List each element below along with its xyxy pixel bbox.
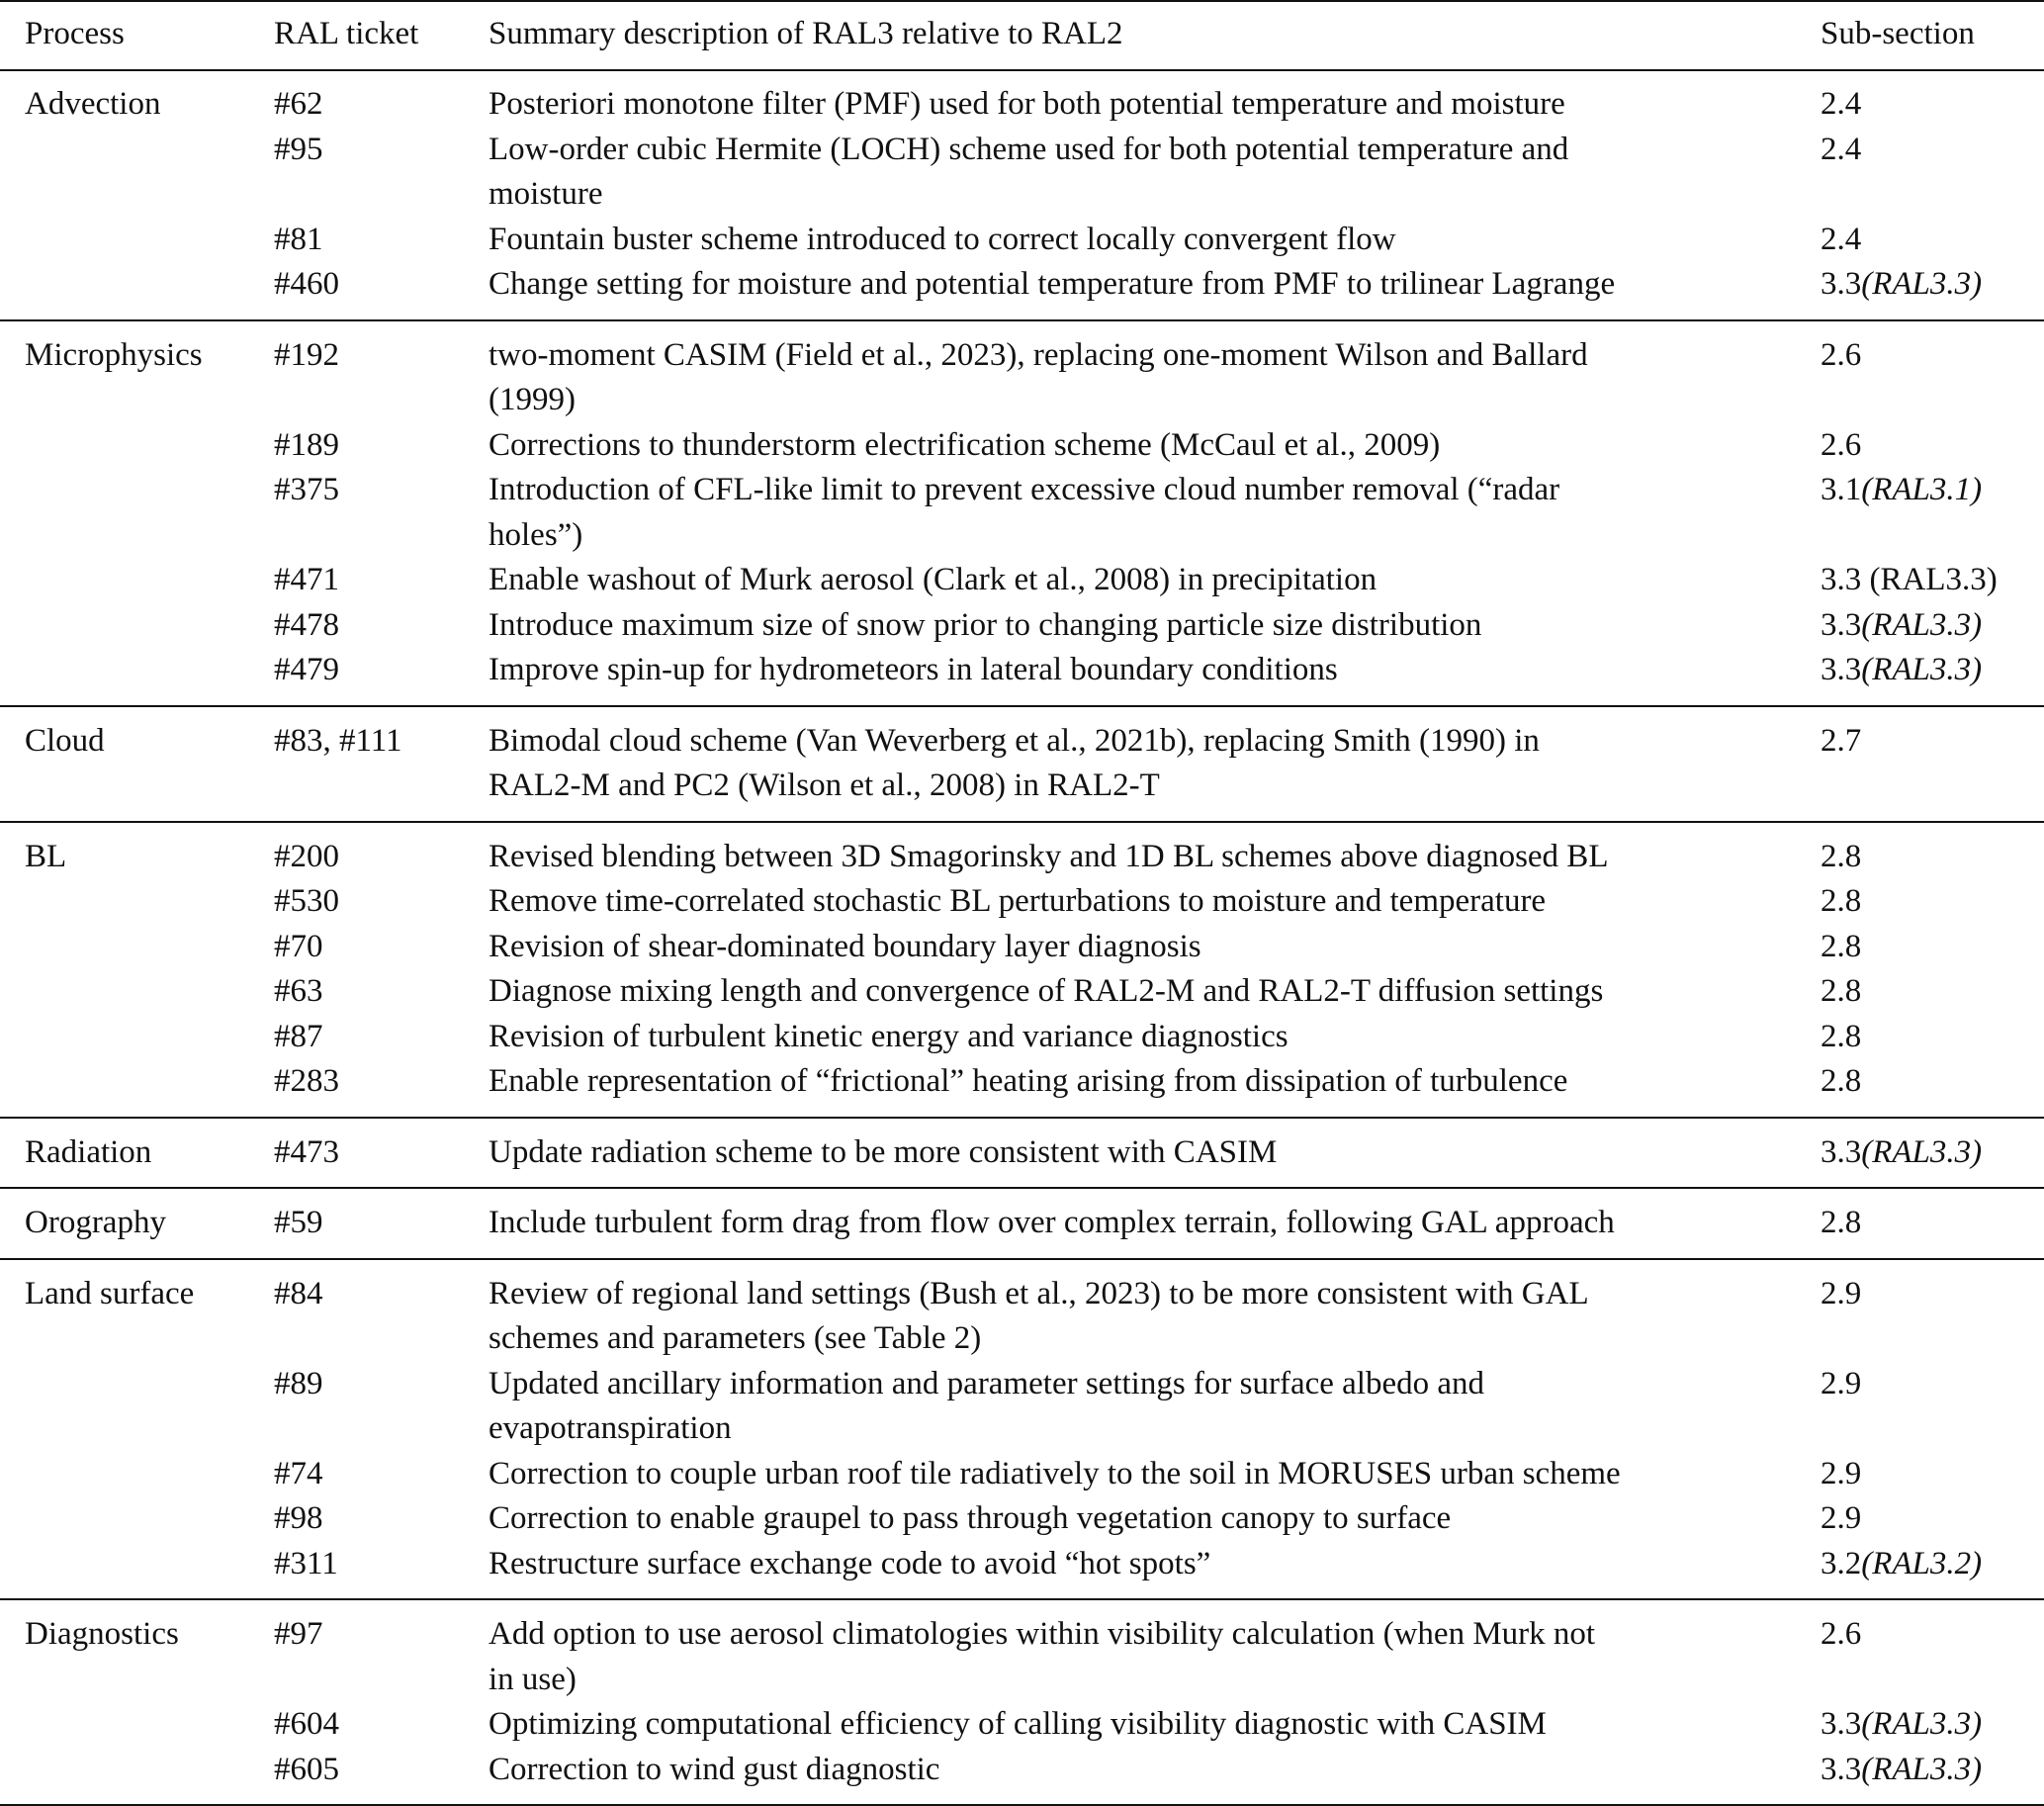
description-line: holes”) bbox=[489, 516, 583, 553]
description-line: Revision of shear-dominated boundary layer diagnosis bbox=[489, 928, 1201, 964]
description-line: Optimizing computational efficiency of calling visibility diagnostic with CASIM bbox=[489, 1706, 1547, 1742]
ticket-number: #83, #111 bbox=[274, 722, 402, 759]
subsection-ref bbox=[1821, 1130, 1982, 1175]
ticket-number: #192 bbox=[274, 336, 339, 373]
header-rule bbox=[0, 69, 2044, 71]
subsection-ref bbox=[1821, 218, 1861, 262]
description-line: Enable representation of “frictional” heating arising from dissipation of turbulence bbox=[489, 1063, 1568, 1099]
subsection-ref bbox=[1821, 835, 1861, 879]
ticket-number: #604 bbox=[274, 1706, 339, 1742]
ticket-number: #84 bbox=[274, 1275, 323, 1311]
subsection-number: 2.8 bbox=[1821, 973, 1862, 1009]
subsection-ref bbox=[1821, 82, 1861, 127]
subsection-ref bbox=[1821, 558, 1998, 602]
subsection-ref bbox=[1821, 1702, 1982, 1747]
subsection-number: 2.7 bbox=[1821, 722, 1862, 759]
description-line: Corrections to thunderstorm electrification scheme (McCaul et al., 2009) bbox=[489, 426, 1441, 463]
description-line: Correction to wind gust diagnostic bbox=[489, 1751, 940, 1787]
subsection-ref bbox=[1821, 969, 1861, 1014]
subsection-ref bbox=[1821, 648, 1982, 692]
header-description: Summary description of RAL3 relative to RAL2 bbox=[489, 16, 1123, 51]
subsection-ref bbox=[1821, 925, 1861, 969]
process-label: BL bbox=[25, 838, 67, 874]
description-line: moisture bbox=[489, 176, 603, 212]
subsection-number: 3.3 bbox=[1821, 1751, 1862, 1787]
subsection-ref bbox=[1821, 1612, 1861, 1657]
ticket-number: #70 bbox=[274, 928, 323, 964]
table-header bbox=[0, 12, 2044, 56]
subsection-number: 3.3 bbox=[1821, 1133, 1862, 1170]
group-rule bbox=[0, 1598, 2044, 1600]
subsection-ref bbox=[1821, 468, 1982, 512]
subsection-release-note: (RAL3.3) bbox=[1861, 1133, 1983, 1170]
subsection-ref bbox=[1821, 1542, 1982, 1586]
subsection-number: 2.9 bbox=[1821, 1365, 1862, 1401]
group-rule bbox=[0, 1258, 2044, 1260]
group-rule bbox=[0, 705, 2044, 707]
header-subsection: Sub-section bbox=[1821, 16, 1975, 51]
subsection-ref bbox=[1821, 1452, 1861, 1496]
subsection-ref bbox=[1821, 1201, 1861, 1245]
subsection-release-note: (RAL3.2) bbox=[1861, 1545, 1983, 1581]
subsection-number: 3.3 bbox=[1821, 606, 1862, 643]
subsection-ref bbox=[1821, 1272, 1861, 1316]
subsection-release-note: (RAL3.3) bbox=[1861, 652, 1983, 687]
subsection-release-note: (RAL3.3) bbox=[1861, 266, 1983, 302]
ticket-number: #95 bbox=[274, 131, 323, 167]
subsection-number: 2.9 bbox=[1821, 1275, 1862, 1311]
subsection-number: 2.8 bbox=[1821, 1018, 1862, 1054]
description-line: Enable washout of Murk aerosol (Clark et al., 2008) in precipitation bbox=[489, 562, 1377, 597]
subsection-number: 3.1 bbox=[1821, 472, 1862, 507]
description-line: Updated ancillary information and parameter settings for surface albedo and bbox=[489, 1365, 1485, 1401]
description-line: Diagnose mixing length and convergence of RAL2-M and RAL2-T diffusion settings bbox=[489, 973, 1604, 1009]
subsection-number: 2.6 bbox=[1821, 336, 1862, 373]
ticket-number: #62 bbox=[274, 86, 323, 122]
description-line: evapotranspiration bbox=[489, 1410, 732, 1446]
description-line: Revision of turbulent kinetic energy and variance diagnostics bbox=[489, 1018, 1289, 1054]
subsection-ref bbox=[1821, 1362, 1861, 1406]
subsection-number: 3.2 bbox=[1821, 1545, 1862, 1581]
description-line: in use) bbox=[489, 1661, 577, 1697]
description-line: RAL2-M and PC2 (Wilson et al., 2008) in RAL2-T bbox=[489, 768, 1160, 803]
group-rule bbox=[0, 1117, 2044, 1119]
ticket-number: #200 bbox=[274, 838, 339, 874]
subsection-number: 2.6 bbox=[1821, 426, 1862, 463]
group-rule bbox=[0, 319, 2044, 321]
ticket-number: #473 bbox=[274, 1133, 339, 1170]
subsection-number: 2.9 bbox=[1821, 1500, 1862, 1536]
subsection-number: 2.8 bbox=[1821, 1063, 1862, 1099]
description-line: schemes and parameters (see Table 2) bbox=[489, 1320, 982, 1356]
subsection-number: 2.4 bbox=[1821, 86, 1862, 122]
description-line: Bimodal cloud scheme (Van Weverberg et al., 2021b), replacing Smith (1990) in bbox=[489, 722, 1540, 759]
subsection-ref bbox=[1821, 262, 1982, 307]
ticket-number: #98 bbox=[274, 1500, 323, 1536]
subsection-number: 2.8 bbox=[1821, 838, 1862, 874]
description-line: Remove time-correlated stochastic BL perturbations to moisture and temperature bbox=[489, 883, 1547, 919]
subsection-number: 2.4 bbox=[1821, 221, 1862, 257]
top-rule bbox=[0, 0, 2044, 2]
subsection-number: 3.3 bbox=[1821, 266, 1862, 302]
process-label: Land surface bbox=[25, 1275, 195, 1311]
ticket-number: #311 bbox=[274, 1545, 338, 1581]
ticket-number: #283 bbox=[274, 1063, 339, 1099]
description-line: Improve spin-up for hydrometeors in lateral boundary conditions bbox=[489, 652, 1338, 687]
subsection-release-note: (RAL3.3) bbox=[1861, 1706, 1983, 1742]
process-label: Cloud bbox=[25, 722, 105, 759]
description-line: Review of regional land settings (Bush et al., 2023) to be more consistent with GAL bbox=[489, 1275, 1589, 1311]
description-line: Add option to use aerosol climatologies within visibility calculation (when Murk not bbox=[489, 1616, 1596, 1652]
ticket-number: #87 bbox=[274, 1018, 323, 1054]
ticket-number: #97 bbox=[274, 1616, 323, 1652]
description-line: Update radiation scheme to be more consistent with CASIM bbox=[489, 1133, 1278, 1170]
description-line: two-moment CASIM (Field et al., 2023), replacing one-moment Wilson and Ballard bbox=[489, 336, 1588, 373]
subsection-ref bbox=[1821, 128, 1861, 172]
subsection-ref bbox=[1821, 1015, 1861, 1059]
description-line: Fountain buster scheme introduced to correct locally convergent flow bbox=[489, 221, 1396, 257]
subsection-number: 2.4 bbox=[1821, 131, 1862, 167]
description-line: Correction to enable graupel to pass through vegetation canopy to surface bbox=[489, 1500, 1452, 1536]
description-line: Restructure surface exchange code to avoid “hot spots” bbox=[489, 1545, 1211, 1581]
ticket-number: #375 bbox=[274, 472, 339, 507]
group-rule bbox=[0, 821, 2044, 823]
ticket-number: #478 bbox=[274, 606, 339, 643]
ticket-number: #81 bbox=[274, 221, 323, 257]
ticket-number: #63 bbox=[274, 973, 323, 1009]
process-label: Microphysics bbox=[25, 336, 203, 373]
subsection-number: 3.3 bbox=[1821, 1706, 1862, 1742]
subsection-ref bbox=[1821, 1059, 1861, 1104]
ticket-number: #89 bbox=[274, 1365, 323, 1401]
subsection-number: 2.6 bbox=[1821, 1616, 1862, 1652]
subsection-ref bbox=[1821, 1496, 1861, 1541]
description-line: Correction to couple urban roof tile radiatively to the soil in MORUSES urban scheme bbox=[489, 1455, 1621, 1491]
subsection-number: 3.3 (RAL3.3) bbox=[1821, 562, 1998, 597]
group-rule bbox=[0, 1187, 2044, 1189]
description-line: Introduction of CFL-like limit to prevent excessive cloud number removal (“radar bbox=[489, 472, 1560, 507]
ticket-number: #471 bbox=[274, 562, 339, 597]
description-line: Revised blending between 3D Smagorinsky and 1D BL schemes above diagnosed BL bbox=[489, 838, 1609, 874]
process-label: Diagnostics bbox=[25, 1616, 179, 1652]
description-line: Change setting for moisture and potential temperature from PMF to trilinear Lagrange bbox=[489, 266, 1616, 302]
subsection-ref bbox=[1821, 879, 1861, 924]
ticket-number: #460 bbox=[274, 266, 339, 302]
subsection-ref bbox=[1821, 1748, 1982, 1792]
ticket-number: #74 bbox=[274, 1455, 323, 1491]
subsection-number: 2.8 bbox=[1821, 928, 1862, 964]
process-label: Advection bbox=[25, 86, 161, 122]
description-line: Include turbulent form drag from flow over complex terrain, following GAL approach bbox=[489, 1205, 1615, 1240]
description-line: (1999) bbox=[489, 382, 576, 417]
subsection-release-note: (RAL3.3) bbox=[1861, 606, 1983, 643]
ticket-number: #479 bbox=[274, 652, 339, 687]
subsection-ref bbox=[1821, 719, 1861, 764]
process-label: Radiation bbox=[25, 1133, 152, 1170]
ticket-number: #59 bbox=[274, 1205, 323, 1240]
description-line: Introduce maximum size of snow prior to changing particle size distribution bbox=[489, 606, 1482, 643]
ticket-number: #605 bbox=[274, 1751, 339, 1787]
description-line: Posteriori monotone filter (PMF) used for both potential temperature and moisture bbox=[489, 86, 1565, 122]
subsection-number: 3.3 bbox=[1821, 652, 1862, 687]
subsection-number: 2.8 bbox=[1821, 1205, 1862, 1240]
subsection-number: 2.9 bbox=[1821, 1455, 1862, 1491]
ticket-number: #189 bbox=[274, 426, 339, 463]
header-ticket: RAL ticket bbox=[274, 16, 419, 51]
subsection-ref bbox=[1821, 423, 1861, 468]
description-line: Low-order cubic Hermite (LOCH) scheme used for both potential temperature and bbox=[489, 131, 1569, 167]
subsection-release-note: (RAL3.3) bbox=[1861, 1751, 1983, 1787]
header-process: Process bbox=[25, 16, 125, 51]
subsection-release-note: (RAL3.1) bbox=[1861, 472, 1983, 507]
subsection-ref bbox=[1821, 603, 1982, 648]
subsection-ref bbox=[1821, 333, 1861, 378]
process-label: Orography bbox=[25, 1205, 166, 1240]
ticket-number: #530 bbox=[274, 883, 339, 919]
subsection-number: 2.8 bbox=[1821, 883, 1862, 919]
